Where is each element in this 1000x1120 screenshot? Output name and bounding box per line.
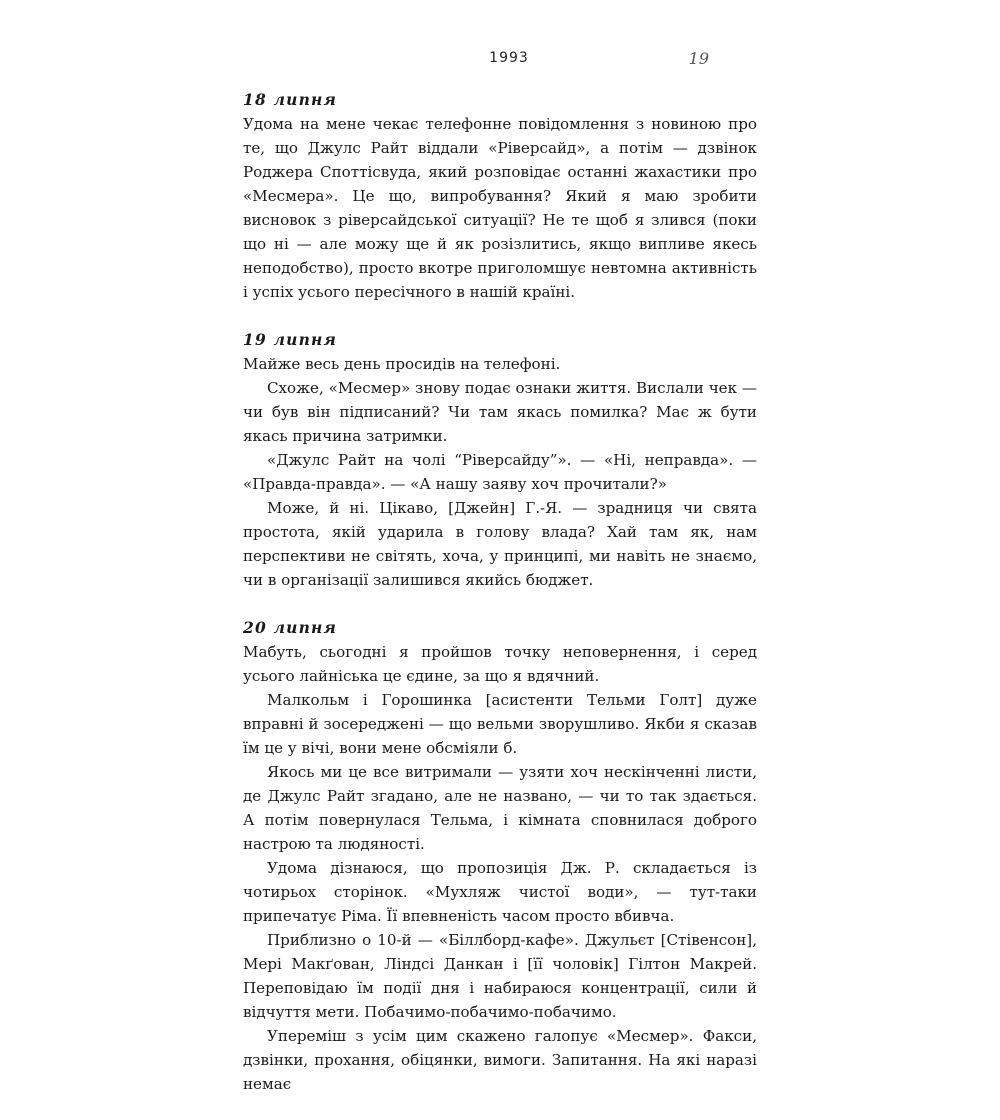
- diary-entry-july-18: [243, 88, 757, 304]
- entry-date: 20 липня: [243, 618, 338, 637]
- running-head-title: 1993: [489, 50, 529, 66]
- entry-paragraph: Мабуть, сьогодні я пройшов точку неповернення, і серед усього лайнiська це єдине, за що я вдячний.: [243, 643, 757, 685]
- entry-paragraph: «Джулс Райт на чолі “Ріверсайду”». — «Ні, неправда». — «Правда-правда». — «А нашу заяву хоч прочитали?»: [243, 451, 757, 493]
- diary-entry-july-19: [243, 328, 757, 592]
- running-head: [243, 50, 757, 72]
- diary-entry-july-20: [243, 616, 757, 1096]
- entry-paragraph: Якось ми це все витримали — узяти хоч нескінченні листи, де Джулс Райт згадано, але не названо, — чи то так здається. А потім повернулася Тельма, і кімната сповнилася доброго настрою та людяності.: [243, 763, 757, 853]
- entry-paragraph: Упереміш з усім цим скажено галопує «Месмер». Факси, дзвінки, прохання, обіцянки, вимоги. Запитання. На які наразі немає: [243, 1027, 757, 1093]
- page-body: [243, 88, 757, 1120]
- entry-date: 18 липня: [243, 90, 338, 109]
- entry-paragraph: Удома дізнаюся, що пропозиція Дж. Р. складається із чотирьох сторінок. «Мухляж чистої води», — тут-таки припечатує Ріма. Її впевненість часом просто вбивча.: [243, 859, 757, 925]
- entry-paragraph: Може, й ні. Цікаво, [Джейн] Г.-Я. — зрадниця чи свята простота, якій ударила в голову влада? Хай там як, нам перспективи не світять, хоча, у принципі, ми навіть не знаємо, чи в організації залишився якийсь бюджет.: [243, 499, 757, 589]
- entry-paragraph: Приблизно о 10-й — «Біллборд-кафе». Джульєт [Стівенсон], Мері Макґован, Ліндсі Данкан і [її чоловік] Гілтон Макрей. Переповідаю їм події дня і набираюся концентрації, сили й відчуття мети. Побачимо-побачимо-побачимо.: [243, 931, 757, 1021]
- entry-paragraph: Удома на мене чекає телефонне повідомлення з новиною про те, що Джулс Райт віддали «Ріверсайд», а потім — дзвінок Роджера Споттісвуда, який розповідає останні жахастики про «Месмера». Це що, випробування? Який я маю зробити висновок з ріверсайдської ситуації? Не те щоб я зливcя (поки що ні — але можу ще й як розізлитись, якщо випливе якесь неподобство), просто вкотре приголомшує невтомна активність і успіх усього пересічного в нашій країні.: [243, 115, 757, 301]
- entry-paragraph: Малкольм і Горошинка [асистенти Тельми Голт] дуже вправні й зосереджені — що вельми зворушливо. Якби я сказав їм це у вічі, вони мене обсміяли б.: [243, 691, 757, 757]
- entry-paragraph: Схоже, «Месмер» знову подає ознаки життя. Вислали чек — чи був він підписаний? Чи там якась помилка? Має ж бути якась причина затримки.: [243, 379, 757, 445]
- entry-paragraph: Майже весь день просидів на телефоні.: [243, 355, 561, 373]
- page-number: 19: [688, 49, 709, 68]
- entry-date: 19 липня: [243, 330, 338, 349]
